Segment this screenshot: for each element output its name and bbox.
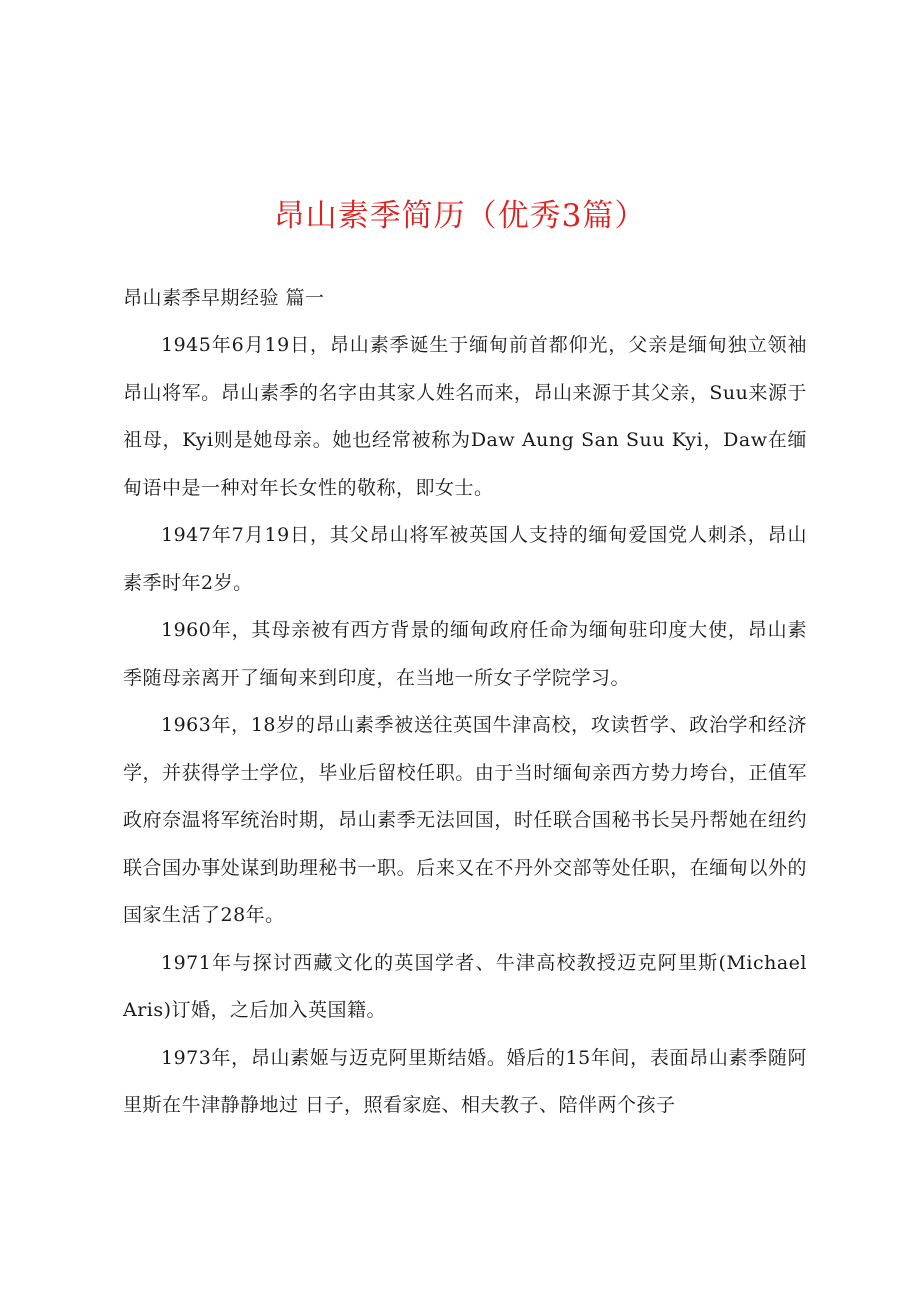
paragraph-1971-engagement: 1971年与探讨西藏文化的英国学者、牛津高校教授迈克阿里斯(Michael Aris)订婚，之后加入英国籍。 — [123, 951, 807, 1021]
document-title: 昂山素季简历（优秀3篇） — [273, 198, 647, 234]
paragraph-1973-marriage: 1973年，昂山素姬与迈克阿里斯结婚。婚后的15年间，表面昂山素季随阿里斯在牛津静静地过 日子，照看家庭、相夫教子、陪伴两个孩子 — [123, 1046, 807, 1116]
section-heading: 昂山素季早期经验 篇一 — [123, 287, 325, 309]
paragraph-1960-india: 1960年，其母亲被有西方背景的缅甸政府任命为缅甸驻印度大使，昂山素季随母亲离开了缅甸来到印度，在当地一所女子学院学习。 — [123, 619, 807, 689]
paragraph-1947-father: 1947年7月19日，其父昂山将军被英国人支持的缅甸爱国党人刺杀，昂山素季时年2岁。 — [123, 524, 807, 594]
paragraph-1963-oxford: 1963年，18岁的昂山素季被送往英国牛津高校，攻读哲学、政治学和经济学，并获得学士学位，毕业后留校任职。由于当时缅甸亲西方势力垮台，正值军政府奈温将军统治时期，昂山素季无法回国，时任联合国秘书长吴丹帮她在纽约联合国办事处谋到助理秘书一职。后来又在不丹外交部等处任职，在缅甸以外的国家生活了28年。 — [123, 714, 807, 926]
document-body — [123, 278, 807, 1130]
paragraph-1945-birth: 1945年6月19日，昂山素季诞生于缅甸前首都仰光，父亲是缅甸独立领袖昂山将军。昂山素季的名字由其家人姓名而来，昂山来源于其父亲，Suu来源于祖母，Kyi则是她母亲。她也经常被称为Daw Aung San Suu Kyi，Daw在缅甸语中是一种对年长女性的敬称，即女士。 — [123, 334, 807, 499]
